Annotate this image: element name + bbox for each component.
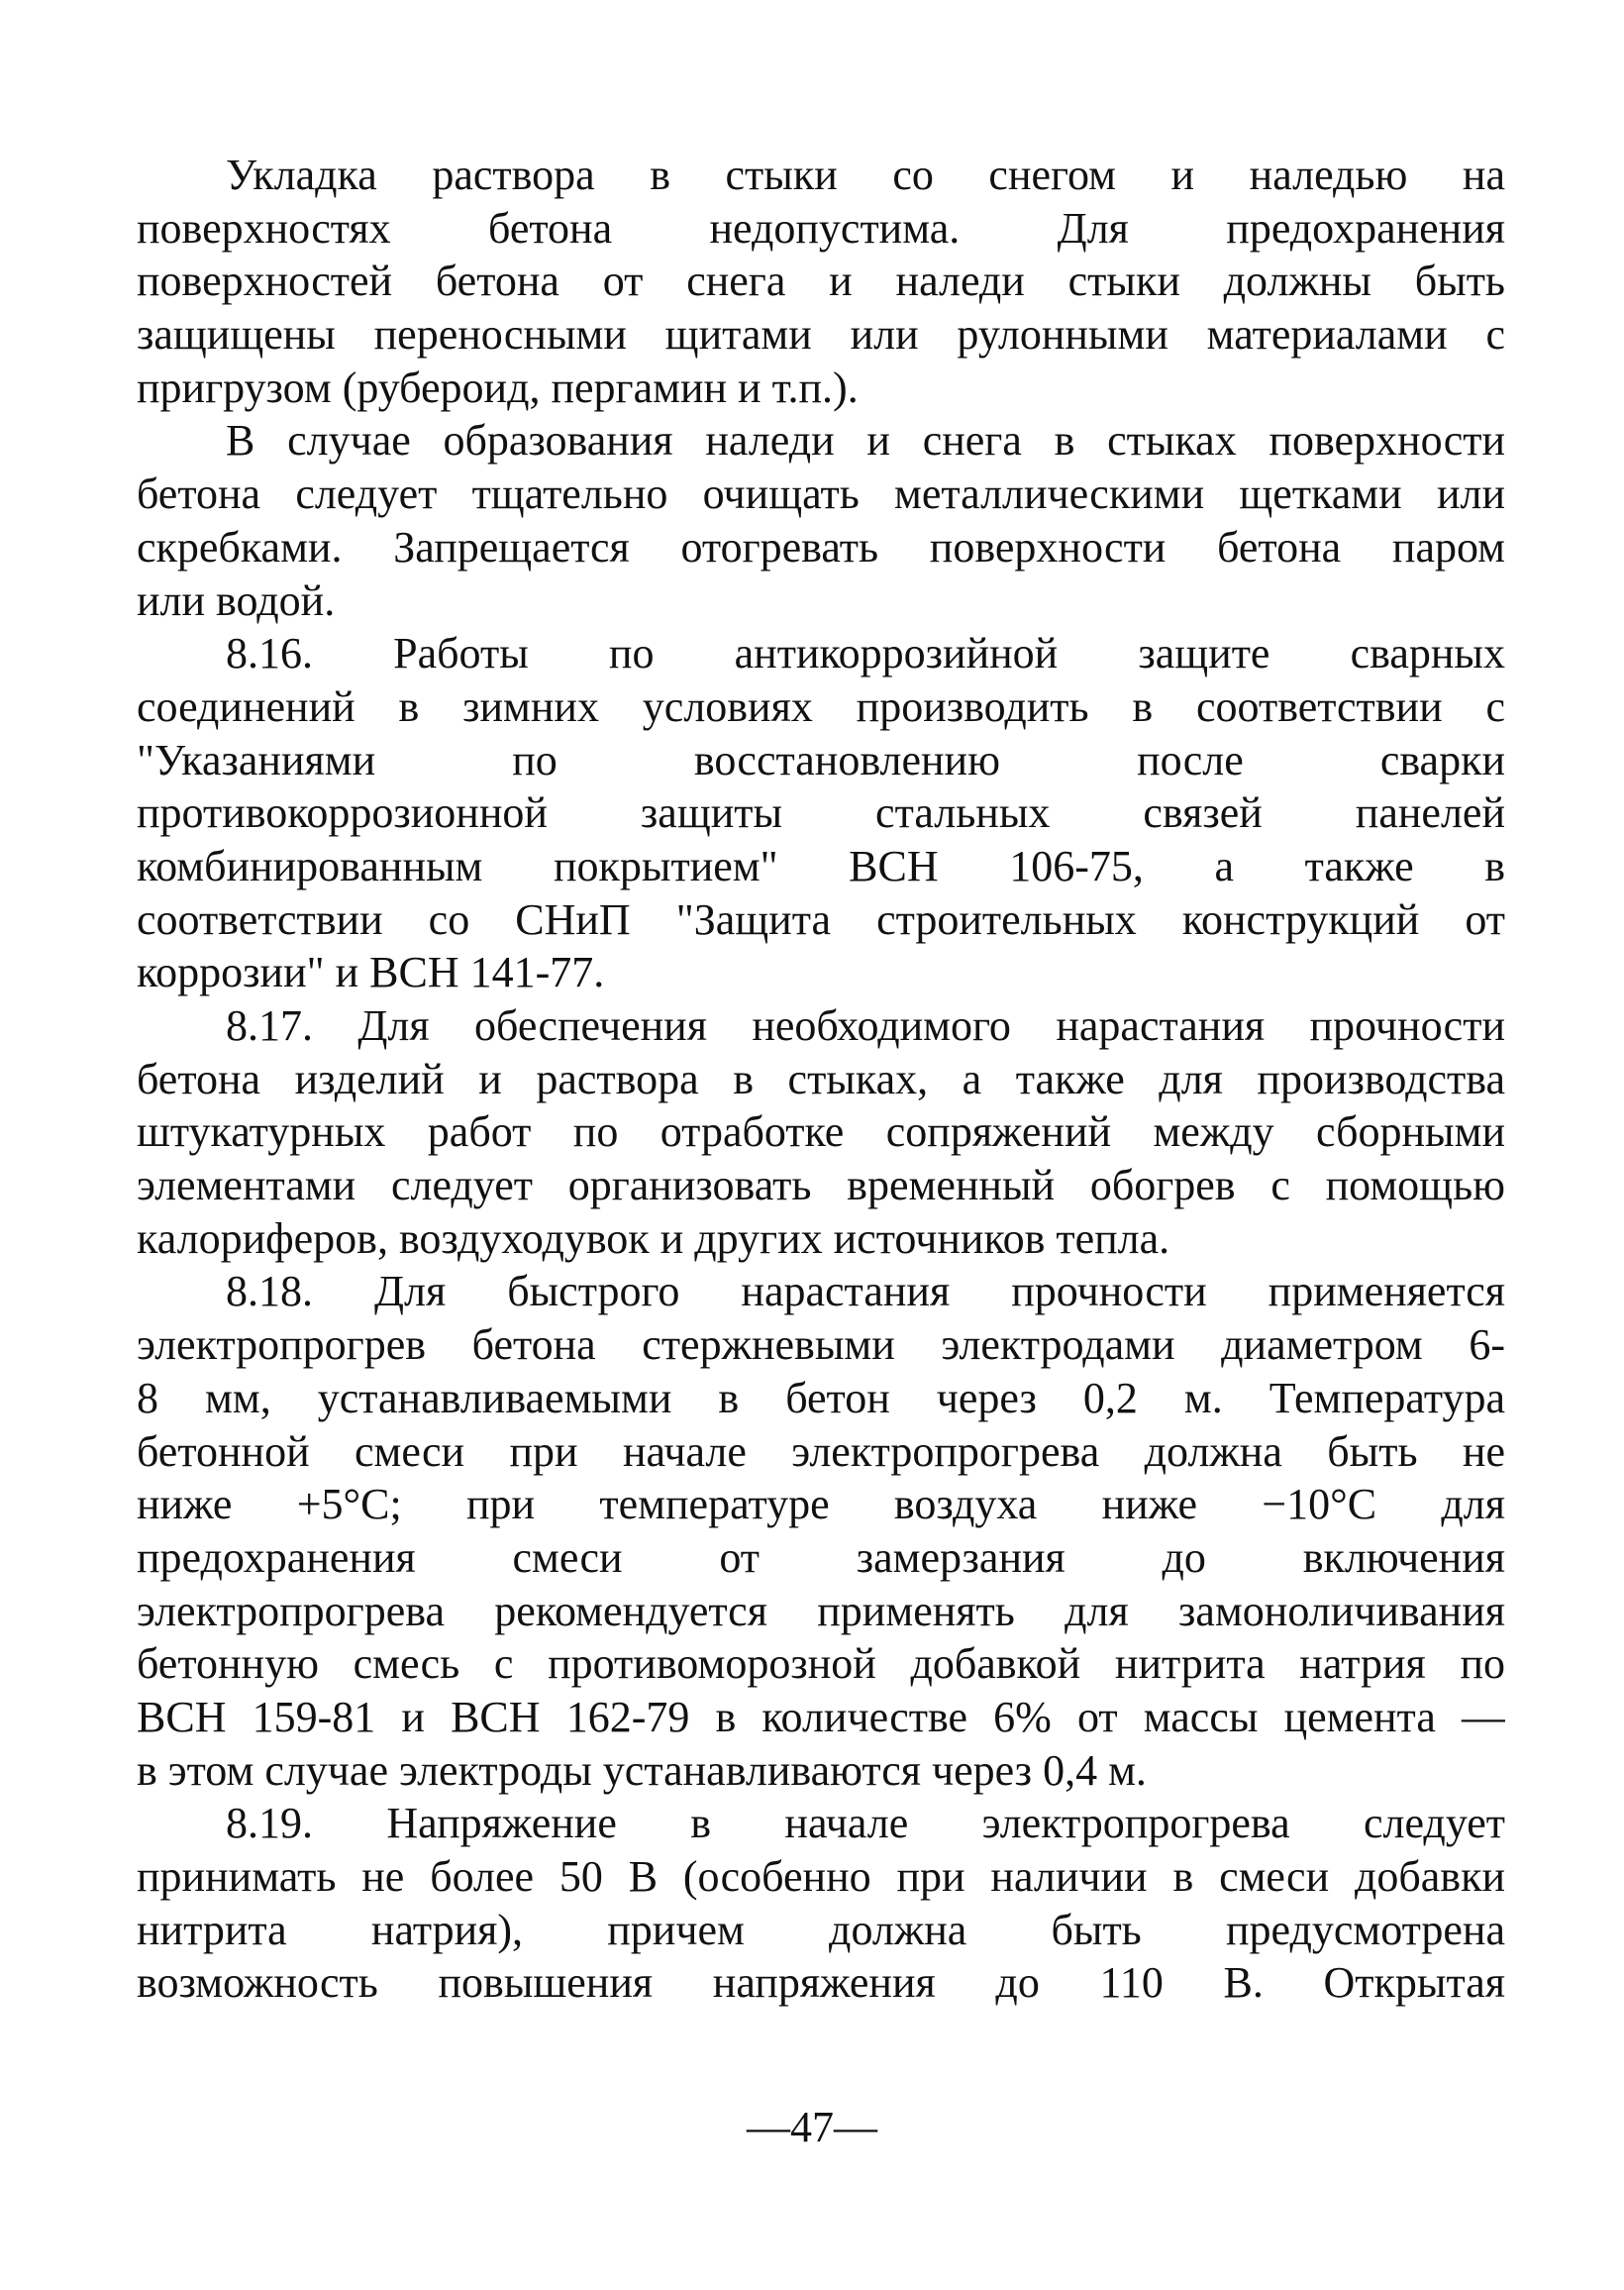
text-line: 8 мм, устанавливаемыми в бетон через 0,2 м. Температура [137, 1373, 1505, 1422]
text-line: бетонной смеси при начале электропрогрева должна быть не [137, 1426, 1505, 1476]
text-line: 8.17. Для обеспечения необходимого нарастания прочности [226, 1001, 1505, 1050]
text-line: "Указаниями по восстановлению после сварки [137, 735, 1505, 784]
text-line: возможность повышения напряжения до 110 В. Открытая [137, 1958, 1505, 2008]
text-line: коррозии" и ВСН 141-77. [137, 948, 605, 997]
text-line: соединений в зимних условиях производить в соответствии с [137, 681, 1505, 731]
text-line: в этом случае электроды устанавливаются через 0,4 м. [137, 1745, 1147, 1795]
text-line: электропрогрев бетона стержневыми электродами диаметром 6- [137, 1320, 1505, 1370]
text-line: бетона следует тщательно очищать металлическими щетками или [137, 469, 1505, 519]
text-line: бетонную смесь с противоморозной добавкой нитрита натрия по [137, 1639, 1505, 1689]
text-line: защищены переносными щитами или рулонными материалами с [137, 310, 1505, 360]
text-line: ВСН 159-81 и ВСН 162-79 в количестве 6% от массы цемента — [137, 1692, 1505, 1741]
text-line: предохранения смеси от замерзания до включения [137, 1532, 1505, 1582]
text-line: ниже +5°С; при температуре воздуха ниже −10°С для [137, 1480, 1505, 1529]
text-line: поверхностях бетона недопустима. Для предохранения [137, 203, 1505, 253]
body-text [137, 149, 1505, 2010]
text-line: пригрузом (рубероид, пергамин и т.п.). [137, 363, 859, 412]
text-line: принимать не более 50 В (особенно при наличии в смеси добавки [137, 1852, 1505, 1901]
text-line: 8.16. Работы по антикоррозийной защите сварных [226, 629, 1505, 678]
text-line: В случае образования наледи и снега в стыках поверхности [226, 416, 1505, 466]
text-line: нитрита натрия), причем должна быть предусмотрена [137, 1905, 1505, 1954]
text-line: комбинированным покрытием" ВСН 106-75, а также в [137, 841, 1505, 890]
text-line: противокоррозионной защиты стальных связей панелей [137, 788, 1505, 838]
text-line: Укладка раствора в стыки со снегом и наледью на [226, 151, 1505, 199]
text-line: 8.19. Напряжение в начале электропрогрева следует [226, 1799, 1505, 1848]
text-line: соответствии со СНиП "Защита строительных конструкций от [137, 894, 1505, 944]
text-line: 8.18. Для быстрого нарастания прочности применяется [226, 1267, 1505, 1316]
text-line: скребками. Запрещается отогревать поверхности бетона паром [137, 522, 1505, 572]
text-line: штукатурных работ по отработке сопряжений между сборными [137, 1107, 1505, 1157]
page-number: —47— [747, 2103, 877, 2151]
text-line: или водой. [137, 575, 336, 625]
text-line: электропрогрева рекомендуется применять для замоноличивания [137, 1586, 1505, 1635]
text-line: калориферов, воздуходувок и других источников тепла. [137, 1213, 1170, 1263]
text-line: бетона изделий и раствора в стыках, а также для производства [137, 1054, 1505, 1103]
text-line: элементами следует организовать временный обогрев с помощью [137, 1161, 1505, 1210]
text-line: поверхностей бетона от снега и наледи стыки должны быть [137, 257, 1505, 306]
